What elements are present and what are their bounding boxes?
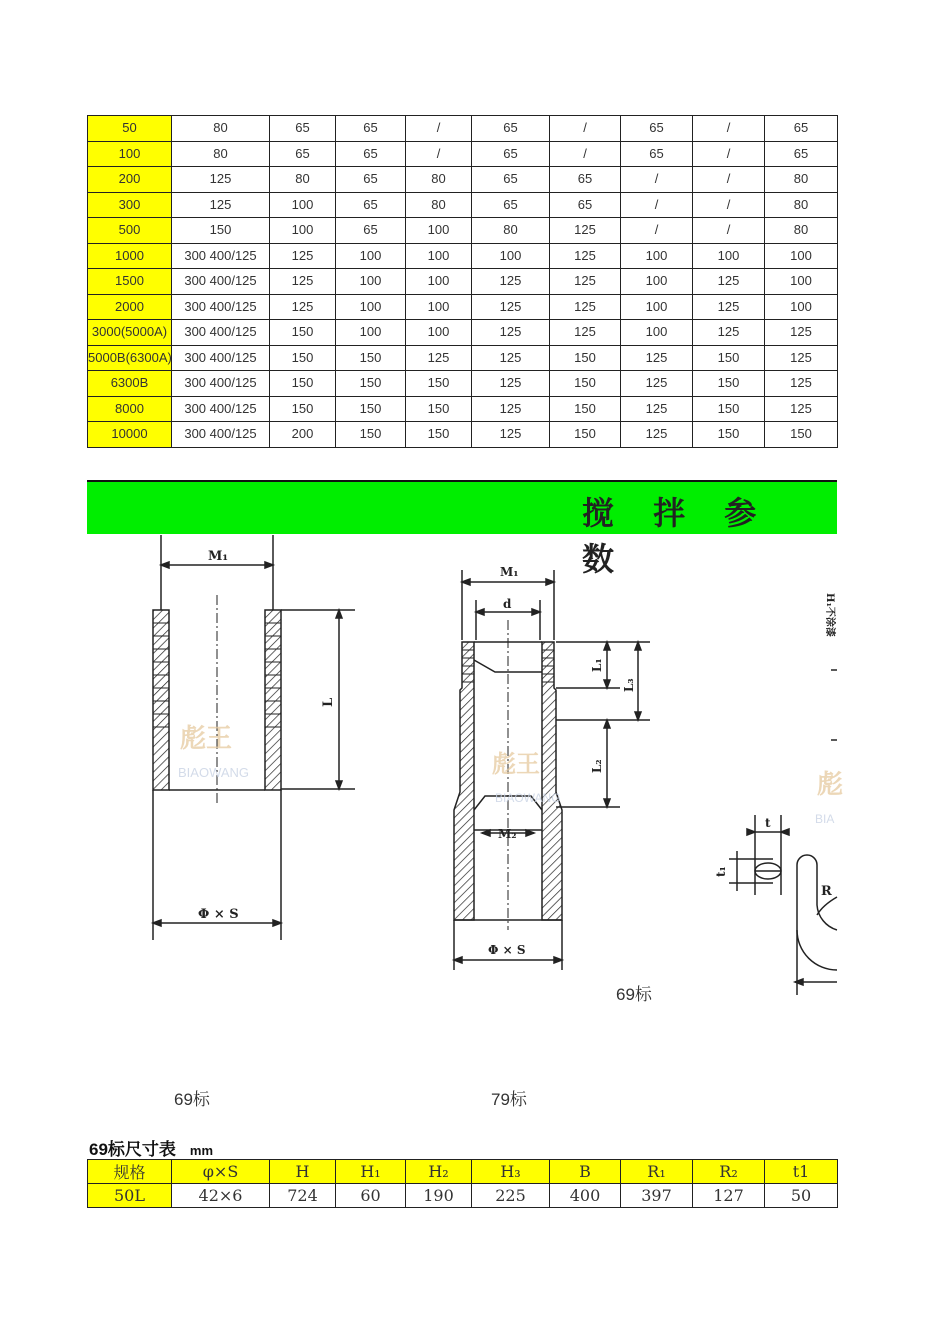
table-cell: 150 xyxy=(336,345,406,371)
spec-cell: 50L xyxy=(88,1184,172,1208)
table-cell: 300 400/125 xyxy=(172,422,270,448)
table-cell: 42×6 xyxy=(172,1184,270,1208)
table-cell: / xyxy=(621,192,693,218)
table-cell: 100 xyxy=(765,294,838,320)
table-cell: 65 xyxy=(765,141,838,167)
table-cell: 65 xyxy=(472,141,550,167)
table-cell: 80 xyxy=(270,167,336,193)
table-cell: 300 400/125 xyxy=(172,371,270,397)
watermark-logo: 彪 xyxy=(817,770,844,800)
table-row xyxy=(88,320,838,346)
table-cell: 300 400/125 xyxy=(172,396,270,422)
table-row xyxy=(88,269,838,295)
spec-cell: 500 xyxy=(88,218,172,244)
table-row xyxy=(88,294,838,320)
table-cell: 80 xyxy=(172,116,270,142)
table-cell: 65 xyxy=(270,141,336,167)
table-cell: 125 xyxy=(693,269,765,295)
table-cell: / xyxy=(550,116,621,142)
table-cell: 100 xyxy=(621,294,693,320)
table-cell: 65 xyxy=(336,167,406,193)
table-cell: / xyxy=(406,141,472,167)
table-cell: 100 xyxy=(621,320,693,346)
table-row xyxy=(88,243,838,269)
table-cell: 300 400/125 xyxy=(172,345,270,371)
right-bracket-drawing xyxy=(714,575,844,995)
table-cell: 125 xyxy=(550,243,621,269)
spec-cell: 100 xyxy=(88,141,172,167)
table-cell: 150 xyxy=(172,218,270,244)
table-cell: 125 xyxy=(172,167,270,193)
label-l: L xyxy=(321,697,336,707)
table-cell: 125 xyxy=(621,345,693,371)
table-cell: 100 xyxy=(336,269,406,295)
spec-cell: 3000(5000A) xyxy=(88,320,172,346)
table-cell: 80 xyxy=(765,167,838,193)
table-cell: 150 xyxy=(270,320,336,346)
table-cell: 80 xyxy=(406,192,472,218)
spec-cell: 6300B xyxy=(88,371,172,397)
table-cell: 225 xyxy=(472,1184,550,1208)
label-phi-s: Φ × S xyxy=(198,907,239,922)
table-cell: 100 xyxy=(336,294,406,320)
table-cell: 125 xyxy=(270,269,336,295)
table-cell: 125 xyxy=(472,320,550,346)
table-cell: 50 xyxy=(765,1184,838,1208)
watermark-text: BIAOWANG xyxy=(495,791,561,805)
table-cell: 100 xyxy=(406,243,472,269)
table-cell: 300 400/125 xyxy=(172,294,270,320)
column-header: R₁ xyxy=(621,1160,693,1184)
table-cell: 300 400/125 xyxy=(172,320,270,346)
table-cell: 150 xyxy=(693,422,765,448)
watermark-logo: 彪王 xyxy=(180,724,233,754)
table-cell: 150 xyxy=(270,371,336,397)
table-cell: 100 xyxy=(336,320,406,346)
table-cell: 150 xyxy=(550,396,621,422)
spec-cell: 2000 xyxy=(88,294,172,320)
table-cell: / xyxy=(693,116,765,142)
spec-cell: 8000 xyxy=(88,396,172,422)
column-header: B xyxy=(550,1160,621,1184)
table-cell: 125 xyxy=(765,320,838,346)
table-cell: / xyxy=(693,167,765,193)
table-cell: / xyxy=(621,167,693,193)
table-cell: 190 xyxy=(406,1184,472,1208)
spec-cell: 10000 xyxy=(88,422,172,448)
table-cell: 300 400/125 xyxy=(172,243,270,269)
table-cell: 125 xyxy=(693,294,765,320)
table-cell: 100 xyxy=(621,269,693,295)
table-header-row xyxy=(88,1160,838,1184)
table-cell: 80 xyxy=(406,167,472,193)
column-header: t1 xyxy=(765,1160,838,1184)
label-t1: t₁ xyxy=(714,866,728,877)
table-cell: 100 xyxy=(336,243,406,269)
table-cell: / xyxy=(406,116,472,142)
caption-left: 69标 xyxy=(174,1090,210,1109)
table-row xyxy=(88,1184,838,1208)
column-header: 规格 xyxy=(88,1160,172,1184)
watermark-logo: 彪王 xyxy=(492,749,540,778)
specification-table xyxy=(87,115,838,448)
table-cell: 125 xyxy=(550,218,621,244)
table-row xyxy=(88,116,838,142)
table-cell: 100 xyxy=(270,218,336,244)
table-cell: 150 xyxy=(270,345,336,371)
label-m1: M₁ xyxy=(500,565,519,579)
watermark-text: BIA xyxy=(815,812,835,826)
column-header: H₃ xyxy=(472,1160,550,1184)
table-cell: 125 xyxy=(472,294,550,320)
column-header: H xyxy=(270,1160,336,1184)
table-cell: 125 xyxy=(472,396,550,422)
table-cell: 65 xyxy=(472,116,550,142)
table-cell: 65 xyxy=(472,167,550,193)
spec-cell: 300 xyxy=(88,192,172,218)
table-cell: 125 xyxy=(406,345,472,371)
table-cell: 125 xyxy=(550,320,621,346)
table-cell: 724 xyxy=(270,1184,336,1208)
dimension-table-title xyxy=(89,1135,213,1160)
label-d: d xyxy=(503,597,512,611)
table-cell: 150 xyxy=(270,396,336,422)
table-cell: 65 xyxy=(336,116,406,142)
label-m2: M₂ xyxy=(498,827,517,841)
table-cell: 80 xyxy=(172,141,270,167)
table-cell: 397 xyxy=(621,1184,693,1208)
label-h1: H₁不涂漆 xyxy=(824,593,835,637)
left-sleeve-drawing xyxy=(110,535,370,950)
table-cell: 100 xyxy=(765,269,838,295)
column-header: H₂ xyxy=(406,1160,472,1184)
table-cell: / xyxy=(550,141,621,167)
label-l2: L₂ xyxy=(590,759,604,773)
table-cell: 150 xyxy=(550,345,621,371)
table-cell: 80 xyxy=(765,192,838,218)
table-cell: 65 xyxy=(550,192,621,218)
column-header: H₁ xyxy=(336,1160,406,1184)
table-cell: 125 xyxy=(550,294,621,320)
table-cell: 65 xyxy=(621,116,693,142)
dimension-table-unit: mm xyxy=(189,1143,214,1158)
table-row xyxy=(88,422,838,448)
table-cell: 65 xyxy=(621,141,693,167)
table-cell: 100 xyxy=(406,294,472,320)
table-cell: 400 xyxy=(550,1184,621,1208)
table-cell: 100 xyxy=(472,243,550,269)
table-cell: 65 xyxy=(550,167,621,193)
spec-cell: 1500 xyxy=(88,269,172,295)
table-cell: 125 xyxy=(270,294,336,320)
column-header: R₂ xyxy=(693,1160,765,1184)
table-cell: / xyxy=(693,192,765,218)
dimension-table xyxy=(87,1159,838,1208)
table-row xyxy=(88,218,838,244)
table-cell: 60 xyxy=(336,1184,406,1208)
table-cell: 125 xyxy=(621,371,693,397)
watermark-text: BIAOWANG xyxy=(178,765,250,780)
table-cell: 125 xyxy=(765,371,838,397)
table-cell: 125 xyxy=(472,345,550,371)
table-cell: 80 xyxy=(765,218,838,244)
table-cell: 150 xyxy=(765,422,838,448)
table-cell: 150 xyxy=(693,396,765,422)
table-cell: 125 xyxy=(621,396,693,422)
middle-coupling-drawing xyxy=(440,560,660,975)
table-cell: 125 xyxy=(472,371,550,397)
caption-right: 69标 xyxy=(616,985,652,1004)
table-cell: 65 xyxy=(270,116,336,142)
label-t: t xyxy=(765,816,771,830)
table-cell: 150 xyxy=(693,371,765,397)
table-row xyxy=(88,396,838,422)
label-r: R xyxy=(821,884,832,899)
banner-title: 搅 拌 参 数 xyxy=(582,494,771,578)
column-header: φ×S xyxy=(172,1160,270,1184)
table-cell: 125 xyxy=(172,192,270,218)
table-cell: 150 xyxy=(336,371,406,397)
table-cell: 150 xyxy=(336,422,406,448)
table-cell: 65 xyxy=(336,141,406,167)
label-l3: L₃ xyxy=(622,678,636,692)
table-cell: 150 xyxy=(406,396,472,422)
table-cell: 100 xyxy=(765,243,838,269)
table-cell: 150 xyxy=(406,371,472,397)
table-row xyxy=(88,192,838,218)
spec-cell: 200 xyxy=(88,167,172,193)
table-cell: 200 xyxy=(270,422,336,448)
table-cell: 100 xyxy=(270,192,336,218)
table-row xyxy=(88,371,838,397)
table-cell: 125 xyxy=(765,345,838,371)
table-cell: 125 xyxy=(472,269,550,295)
table-cell: 65 xyxy=(472,192,550,218)
table-cell: 300 400/125 xyxy=(172,269,270,295)
table-cell: 100 xyxy=(693,243,765,269)
table-cell: / xyxy=(693,218,765,244)
table-cell: 100 xyxy=(406,320,472,346)
table-cell: 80 xyxy=(472,218,550,244)
dimension-table-name: 69标尺寸表 xyxy=(89,1140,176,1159)
table-cell: 150 xyxy=(693,345,765,371)
table-cell: 125 xyxy=(472,422,550,448)
caption-middle: 79标 xyxy=(491,1090,527,1109)
table-cell: 150 xyxy=(406,422,472,448)
table-cell: / xyxy=(693,141,765,167)
table-cell: 100 xyxy=(406,218,472,244)
label-phi-s: Φ × S xyxy=(488,943,526,957)
table-cell: 100 xyxy=(621,243,693,269)
table-cell: 125 xyxy=(765,396,838,422)
table-cell: 125 xyxy=(270,243,336,269)
table-cell: 150 xyxy=(550,422,621,448)
table-row xyxy=(88,141,838,167)
table-cell: 125 xyxy=(550,269,621,295)
table-cell: 65 xyxy=(765,116,838,142)
table-cell: / xyxy=(621,218,693,244)
table-cell: 100 xyxy=(406,269,472,295)
label-l1: L₁ xyxy=(590,658,604,672)
table-cell: 65 xyxy=(336,192,406,218)
spec-cell: 5000B(6300A) xyxy=(88,345,172,371)
table-cell: 150 xyxy=(550,371,621,397)
table-cell: 125 xyxy=(693,320,765,346)
table-cell: 150 xyxy=(336,396,406,422)
table-row xyxy=(88,167,838,193)
label-m1: M₁ xyxy=(208,549,229,564)
table-row xyxy=(88,345,838,371)
table-cell: 125 xyxy=(621,422,693,448)
spec-cell: 50 xyxy=(88,116,172,142)
table-cell: 127 xyxy=(693,1184,765,1208)
table-cell: 65 xyxy=(336,218,406,244)
spec-cell: 1000 xyxy=(88,243,172,269)
